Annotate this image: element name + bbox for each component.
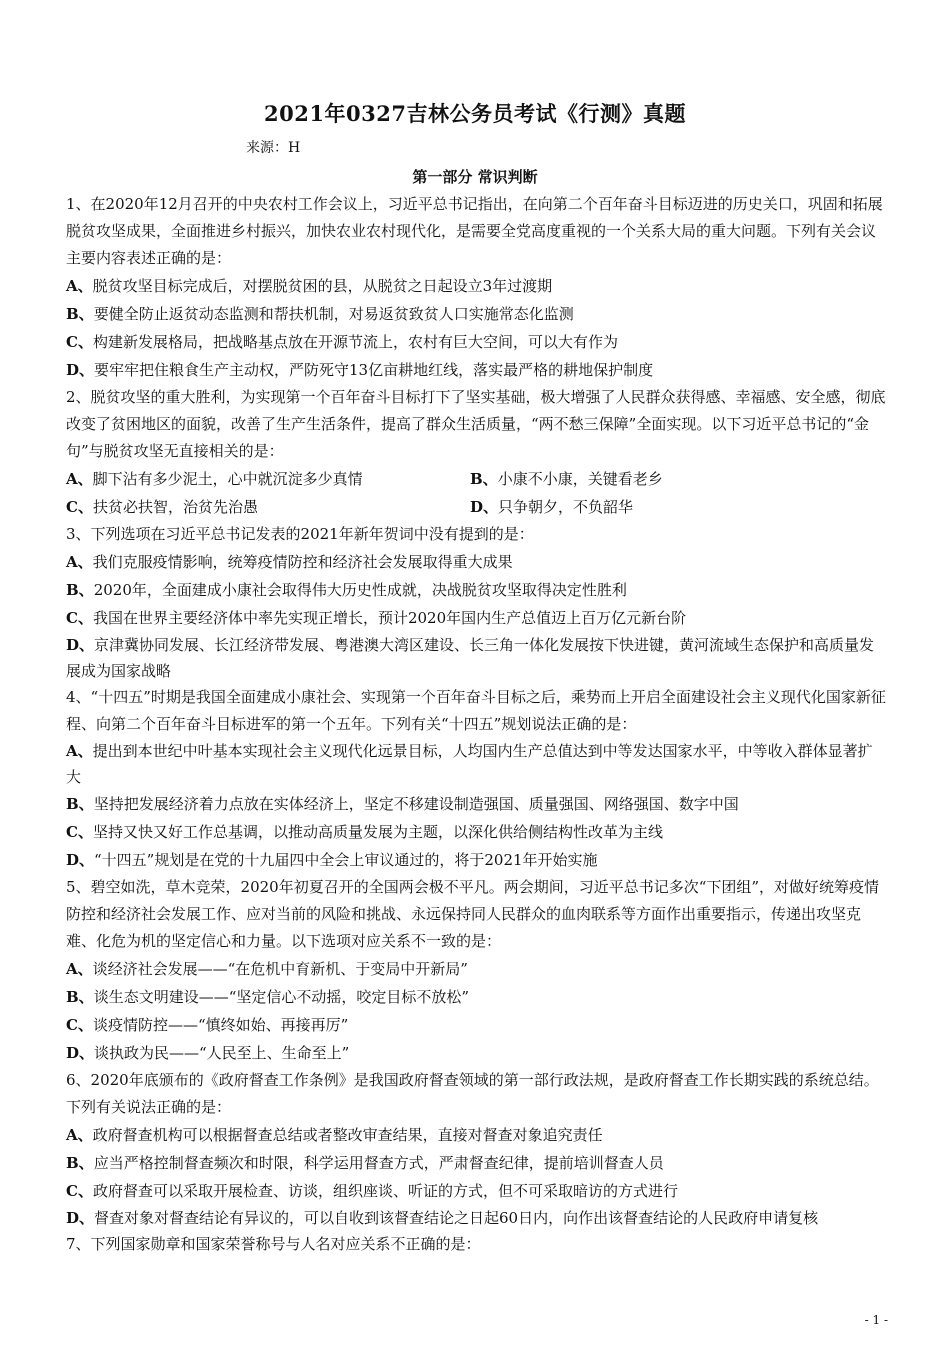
question-4-option-c (66, 818, 886, 846)
option-text: 谈经济社会发展——“在危机中育新机、于变局中开新局” (92, 960, 468, 978)
option-text: 小康不小康，关键看老乡 (497, 470, 663, 488)
option-letter: D、 (66, 636, 95, 654)
document-title: 2021年0327吉林公务员考试《行测》真题 (264, 101, 686, 126)
question-2-option-d (470, 493, 874, 521)
option-letter: A、 (66, 470, 93, 488)
option-text: 坚持把发展经济着力点放在实体经济上，坚定不移建设制造强国、质量强国、网络强国、数字中国 (93, 795, 739, 813)
option-text: 构建新发展格局，把战略基点放在开源节流上，农村有巨大空间，可以大有作为 (92, 333, 618, 351)
question-7-stem: 7、下列国家勋章和国家荣誉称号与人名对应关系不正确的是： (66, 1235, 481, 1253)
option-text: 我们克服疫情影响，统筹疫情防控和经济社会发展取得重大成果 (92, 553, 513, 571)
option-letter: C、 (66, 1016, 93, 1034)
option-text: 我国在世界主要经济体中率先实现正增长，预计2020年国内生产总值迈上百万亿元新台阶 (92, 609, 687, 627)
question-4-option-b (66, 790, 886, 818)
option-letter: A、 (66, 277, 93, 295)
question-6-option-d (66, 1205, 886, 1231)
page-number: - 1 - (864, 1313, 888, 1327)
option-letter: B、 (66, 795, 94, 813)
option-text: 谈疫情防控——“慎终如始、再接再厉” (92, 1016, 349, 1034)
question-3-option-a (66, 548, 886, 576)
option-text: 政府督查机构可以根据督查总结或者整改审查结果，直接对督查对象追究责任 (92, 1126, 603, 1144)
option-text: 政府督查可以采取开展检查、访谈，组织座谈、听证的方式，但不可采取暗访的方式进行 (92, 1182, 678, 1200)
option-letter: D、 (470, 498, 499, 516)
question-2-options-row-1 (66, 465, 886, 493)
section-title: 第一部分 常识判断 (412, 168, 538, 186)
option-text: 扶贫必扶智，治贫先治愚 (92, 498, 258, 516)
option-text: 要健全防止返贫动态监测和帮扶机制，对易返贫致贫人口实施常态化监测 (93, 305, 574, 323)
option-letter: C、 (66, 333, 93, 351)
option-letter: D、 (66, 1044, 95, 1062)
option-letter: B、 (470, 470, 498, 488)
question-6-stem: 6、2020年底颁布的《政府督查工作条例》是我国政府督查领域的第一部行政法规，是政府督查工作长期实践的系统总结。下列有关说法正确的是： (66, 1071, 879, 1116)
option-text: 京津冀协同发展、长江经济带发展、粤港澳大湾区建设、长三角一体化发展按下快进键，黄河流域生态保护和高质量发展成为国家战略 (66, 636, 875, 680)
option-letter: C、 (66, 609, 93, 627)
option-letter: A、 (66, 553, 93, 571)
option-text: 2020年，全面建成小康社会取得伟大历史性成就，决战脱贫攻坚取得决定性胜利 (93, 581, 627, 599)
question-1-option-b (66, 300, 886, 328)
option-letter: A、 (66, 1126, 93, 1144)
question-1-option-a (66, 272, 886, 300)
question-1-option-c (66, 328, 886, 356)
option-letter: B、 (66, 1154, 94, 1172)
option-text: 督查对象对督查结论有异议的，可以自收到该督查结论之日起60日内，向作出该督查结论的人民政府申请复核 (94, 1209, 819, 1227)
option-letter: B、 (66, 305, 94, 323)
option-text: 只争朝夕，不负韶华 (498, 498, 634, 516)
question-2-options-row-2 (66, 493, 886, 521)
option-text: 应当严格控制督查频次和时限，科学运用督查方式，严肃督查纪律，提前培训督查人员 (93, 1154, 664, 1172)
question-4-stem: 4、“十四五”时期是我国全面建成小康社会、实现第一个百年奋斗目标之后，乘势而上开启全面建设社会主义现代化国家新征程、向第二个百年奋斗目标进军的第一个五年。下列有关“十四五”规划说法正确的是： (66, 688, 886, 733)
option-letter: C、 (66, 1182, 93, 1200)
question-5-option-b (66, 983, 886, 1011)
option-text: 提出到本世纪中叶基本实现社会主义现代化远景目标，人均国内生产总值达到中等发达国家水平，中等收入群体显著扩大 (66, 742, 873, 786)
question-3-option-c (66, 604, 886, 632)
option-text: 谈执政为民——“人民至上、生命至上” (94, 1044, 350, 1062)
option-text: “十四五”规划是在党的十九届四中全会上审议通过的，将于2021年开始实施 (94, 851, 598, 869)
question-5-option-c (66, 1011, 886, 1039)
question-4-option-d (66, 846, 886, 874)
question-6-option-a (66, 1121, 886, 1149)
option-letter: B、 (66, 988, 94, 1006)
question-1-option-d (66, 356, 886, 384)
question-5-stem: 5、碧空如洗，草木竞荣，2020年初夏召开的全国两会极不平凡。两会期间，习近平总书记多次“下团组”，对做好统筹疫情防控和经济社会发展工作、应对当前的风险和挑战、永远保持同人民群众的血肉联系等方面作出重要指示，传递出攻坚克难、化危为机的坚定信心和力量。以下选项对应关系不一致的是： (66, 878, 880, 950)
question-6-option-c (66, 1177, 886, 1205)
question-2-option-b (470, 465, 874, 493)
option-letter: D、 (66, 361, 95, 379)
question-6-option-b (66, 1149, 886, 1177)
option-letter: B、 (66, 581, 94, 599)
option-letter: C、 (66, 498, 93, 516)
question-3-option-d (66, 632, 886, 684)
option-text: 要牢牢把住粮食生产主动权，严防死守13亿亩耕地红线，落实最严格的耕地保护制度 (94, 361, 654, 379)
question-2-option-a (66, 465, 470, 493)
option-letter: D、 (66, 1209, 95, 1227)
question-5-option-a (66, 955, 886, 983)
option-letter: D、 (66, 851, 95, 869)
option-letter: C、 (66, 823, 93, 841)
question-list (66, 191, 886, 1258)
option-text: 脚下沾有多少泥土，心中就沉淀多少真情 (92, 470, 363, 488)
question-3-stem: 3、下列选项在习近平总书记发表的2021年新年贺词中没有提到的是： (66, 525, 534, 543)
question-5-option-d (66, 1039, 886, 1067)
option-letter: A、 (66, 960, 93, 978)
question-3-option-b (66, 576, 886, 604)
question-2-option-c (66, 493, 470, 521)
option-letter: A、 (66, 742, 93, 760)
option-text: 坚持又快又好工作总基调，以推动高质量发展为主题，以深化供给侧结构性改革为主线 (92, 823, 663, 841)
option-text: 谈生态文明建设——“坚定信心不动摇，咬定目标不放松” (93, 988, 470, 1006)
source-line: 来源：H (246, 140, 301, 156)
question-1-stem: 1、在2020年12月召开的中央农村工作会议上，习近平总书记指出，在向第二个百年奋斗目标迈进的历史关口，巩固和拓展脱贫攻坚成果，全面推进乡村振兴，加快农业农村现代化，是需要全党高度重视的一个关系大局的重大问题。下列有关会议主要内容表述正确的是： (66, 195, 883, 267)
question-2-stem: 2、脱贫攻坚的重大胜利，为实现第一个百年奋斗目标打下了坚实基础，极大增强了人民群众获得感、幸福感、安全感，彻底改变了贫困地区的面貌，改善了生产生活条件，提高了群众生活质量，“两不愁三保障”全面实现。以下习近平总书记的“金句”与脱贫攻坚无直接相关的是： (66, 388, 886, 460)
option-text: 脱贫攻坚目标完成后，对摆脱贫困的县，从脱贫之日起设立3年过渡期 (92, 277, 553, 295)
question-4-option-a (66, 738, 886, 790)
